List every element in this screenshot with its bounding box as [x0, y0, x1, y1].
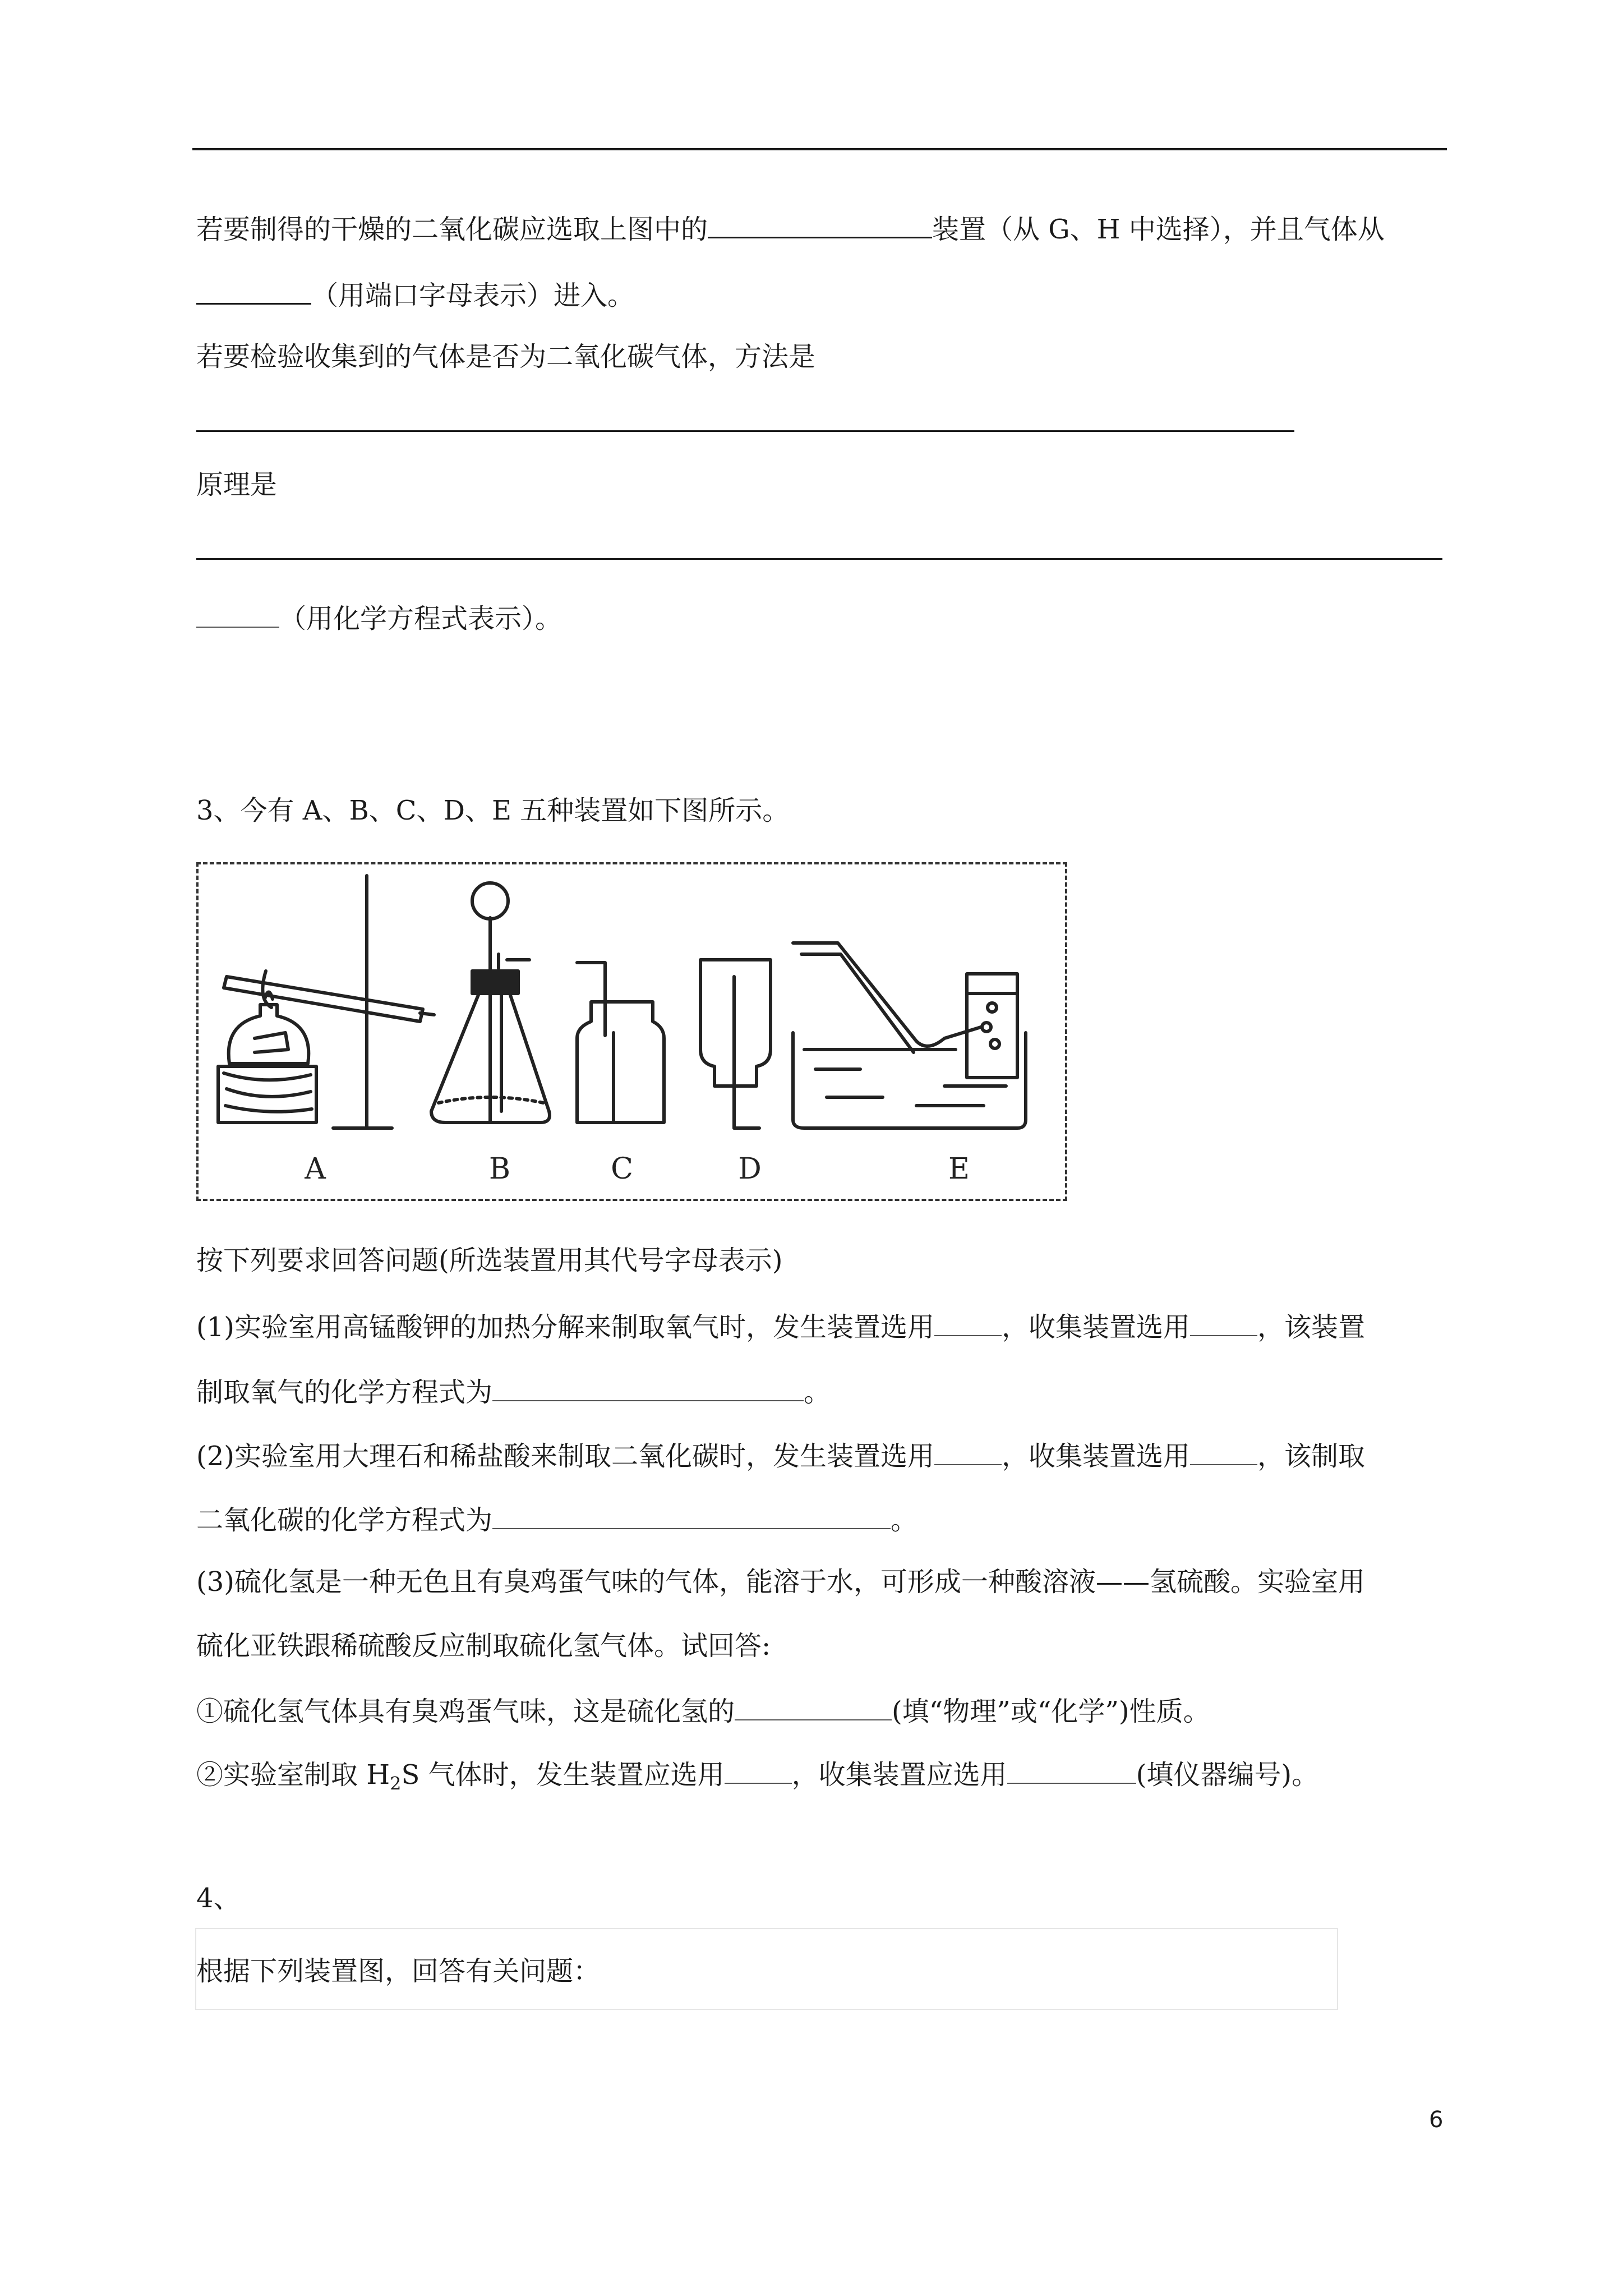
answer-blank-device[interactable]: [708, 209, 932, 238]
apparatus-e: [793, 943, 1026, 1128]
apparatus-b: [431, 883, 550, 1122]
q3-intro: [196, 793, 789, 829]
answer-blank-p2-equation[interactable]: [492, 1500, 891, 1529]
q2-line1: [196, 209, 1385, 247]
q3-p2-line1: [196, 1436, 1365, 1474]
q3-p1-text-b: ，收集装置选用: [1002, 1312, 1191, 1343]
q2-line3-text: 若要检验收集到的气体是否为二氧化碳气体，方法是: [196, 341, 816, 372]
answer-blank-equation[interactable]: [196, 599, 279, 628]
q3-instruction: [196, 1243, 782, 1278]
q3-p3-text-a: (3)硫化氢是一种无色且有臭鸡蛋气味的气体，能溶于水，可形成一种酸溶液——氢硫酸。实验室用: [196, 1566, 1365, 1598]
q3-instruction-text: 按下列要求回答问题(所选装置用其代号字母表示): [196, 1245, 783, 1276]
q3-p2-text-e: 。: [891, 1504, 918, 1536]
q2-line5-text: （用化学方程式表示）。: [279, 603, 562, 634]
figure-label-b: B: [488, 1152, 511, 1186]
apparatus-c: [577, 963, 664, 1122]
page-number: 6: [1429, 2107, 1444, 2133]
q3-p1-text-e: 。: [804, 1377, 831, 1408]
q4-intro-text: 根据下列装置图，回答有关问题：: [196, 1955, 601, 1987]
q3-p3-line2: [196, 1628, 771, 1664]
q2-line3: [196, 339, 815, 375]
q3-p3-line1: [196, 1564, 1365, 1600]
answer-blank-p1-generator[interactable]: [934, 1307, 1002, 1336]
q3-p2-text-b: ，收集装置选用: [1002, 1441, 1191, 1472]
answer-blank-h2s-generator[interactable]: [725, 1755, 792, 1784]
apparatus-drawing: [199, 864, 1065, 1199]
answer-blank-p1-collector[interactable]: [1190, 1307, 1257, 1336]
q3-p3-text-d1: ②实验室制取 H: [196, 1759, 390, 1791]
q3-p3-text-d2: S 气体时，发生装置应选用: [401, 1759, 725, 1791]
q3-p3-line4: [196, 1755, 1318, 1802]
figure-label-d: D: [738, 1152, 762, 1186]
q2-line4-text: 原理是: [196, 469, 278, 500]
answer-line-principle[interactable]: [196, 558, 1442, 560]
figure-label-c: C: [611, 1152, 633, 1186]
answer-blank-p1-equation[interactable]: [492, 1372, 804, 1401]
q3-p2-text-c: ，该制取: [1257, 1441, 1366, 1472]
q3-p1-line1: [196, 1307, 1365, 1345]
q3-p3-text-c1: ①硫化氢气体具有臭鸡蛋气味，这是硫化氢的: [196, 1696, 735, 1727]
q3-p3-line3: [196, 1691, 1210, 1729]
answer-blank-p2-generator[interactable]: [934, 1436, 1002, 1465]
q2-line2-text: （用端口字母表示）进入。: [311, 280, 635, 311]
answer-blank-p2-collector[interactable]: [1190, 1436, 1257, 1465]
q3-p3-text-d4: (填仪器编号)。: [1136, 1759, 1319, 1791]
apparatus-figure: [196, 862, 1067, 1201]
q3-p2-text-d: 二氧化碳的化学方程式为: [196, 1504, 493, 1536]
q3-p2-text-a: (2)实验室用大理石和稀盐酸来制取二氧化碳时，发生装置选用: [196, 1441, 934, 1472]
q4-number-text: 4、: [196, 1883, 241, 1914]
q3-p3-text-d3: ，收集装置应选用: [791, 1759, 1007, 1791]
q2-line4: [196, 467, 277, 503]
q3-p1-text-a: (1)实验室用高锰酸钾的加热分解来制取氧气时，发生装置选用: [196, 1312, 934, 1343]
q4-intro: [196, 1953, 600, 1989]
q3-p1-text-d: 制取氧气的化学方程式为: [196, 1377, 493, 1408]
q2-line5: [196, 599, 562, 637]
q2-line1-text-b: 装置（从 G、H 中选择），并且气体从: [932, 214, 1385, 245]
q2-line2: [196, 275, 634, 314]
q4-number: [196, 1880, 241, 1916]
answer-blank-property[interactable]: [735, 1691, 892, 1720]
q3-p3-text-b: 硫化亚铁跟稀硫酸反应制取硫化氢气体。试回答:: [196, 1630, 771, 1662]
q3-p2-line2: [196, 1500, 917, 1538]
q3-p1-line2: [196, 1372, 831, 1410]
q3-p1-text-c: ，该装置: [1257, 1312, 1366, 1343]
answer-blank-port[interactable]: [196, 275, 311, 305]
h2s-subscript: 2: [390, 1773, 402, 1795]
figure-label-a: A: [305, 1152, 326, 1186]
answer-line-method[interactable]: [196, 430, 1294, 432]
header-rule: [192, 148, 1447, 150]
apparatus-a: [218, 876, 434, 1128]
apparatus-d: [700, 960, 771, 1128]
figure-label-e: E: [948, 1152, 970, 1186]
answer-blank-h2s-collector[interactable]: [1007, 1755, 1136, 1784]
q3-p3-text-c2: (填“物理”或“化学”)性质。: [892, 1696, 1210, 1727]
q2-line1-text-a: 若要制得的干燥的二氧化碳应选取上图中的: [196, 214, 708, 245]
q3-intro-text: 3、今有 A、B、C、D、E 五种装置如下图所示。: [196, 795, 790, 826]
